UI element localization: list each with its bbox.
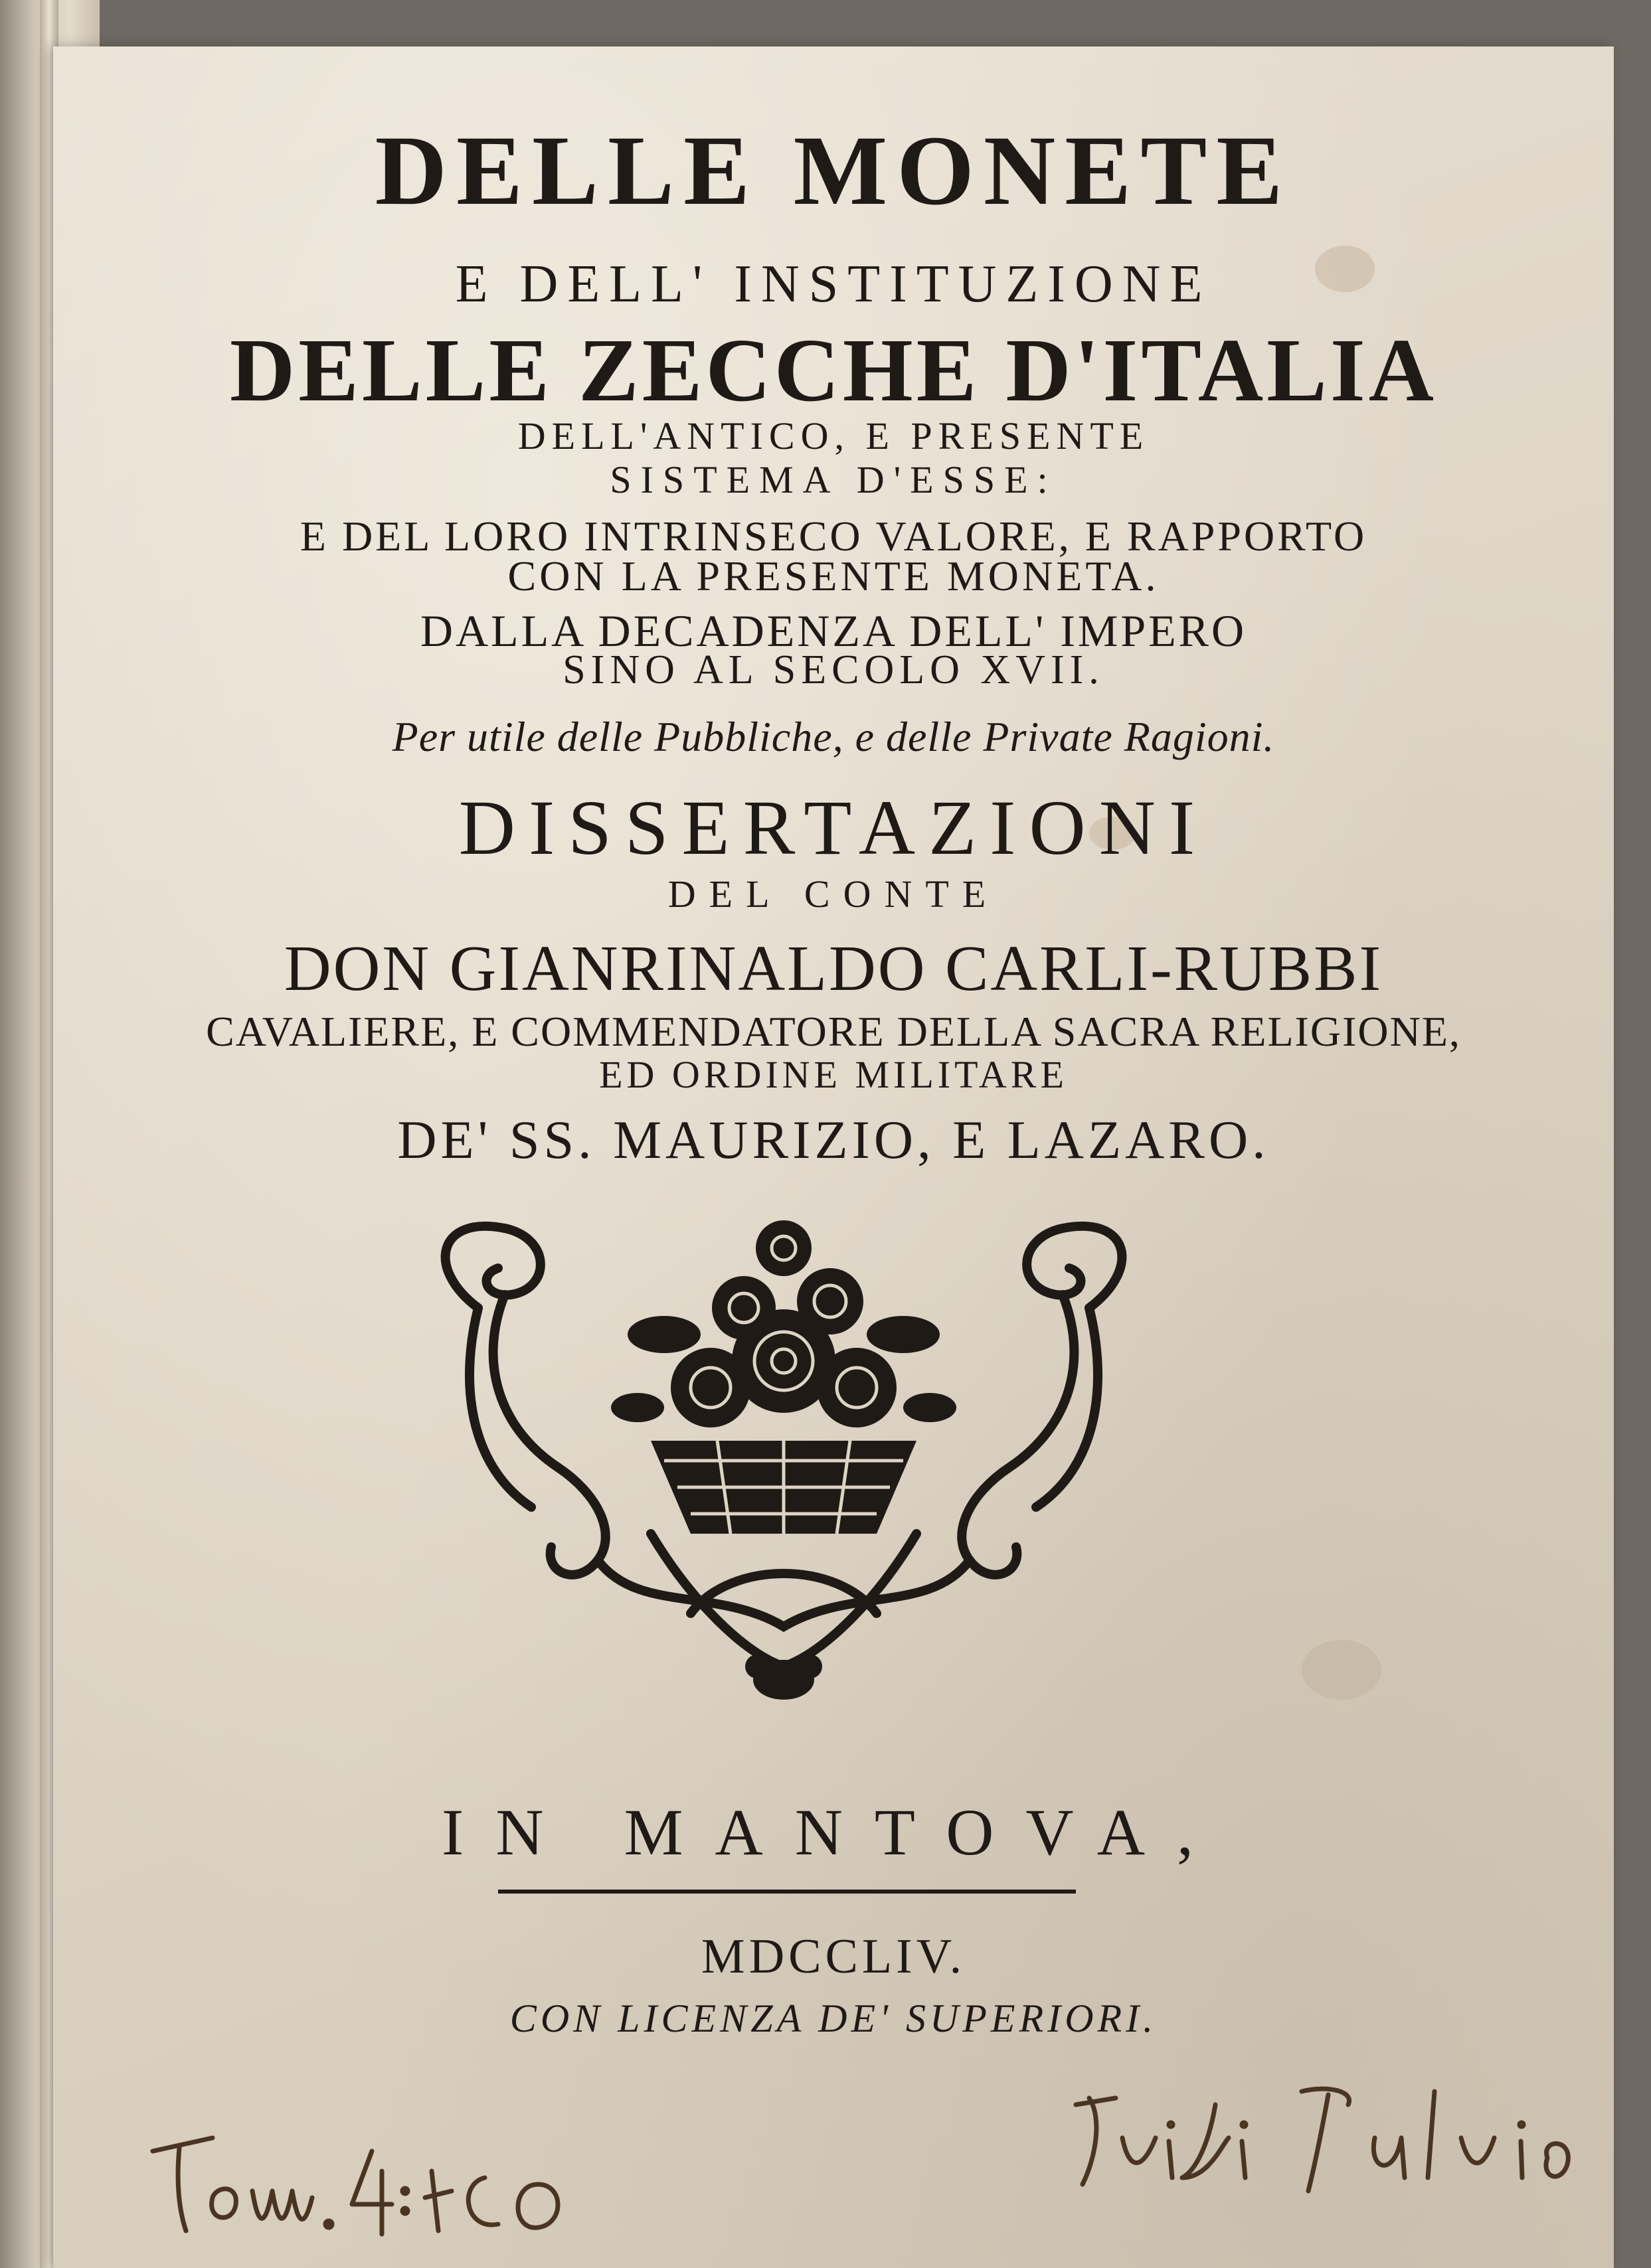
subtitle-line-3: E DEL LORO INTRINSECO VALORE, E RAPPORTO xyxy=(300,513,1367,560)
title-page xyxy=(53,46,1614,2268)
title-line-1: DELLE MONETE xyxy=(375,116,1292,226)
subtitle-line-4: CON LA PRESENTE MONETA. xyxy=(507,552,1160,600)
floral-basket-ornament-icon xyxy=(398,1188,1169,1706)
subtitle-line-1: DELL'ANTICO, E PRESENTE xyxy=(517,414,1150,457)
owner-signature-handwriting xyxy=(1063,2078,1594,2198)
genre-heading: DISSERTAZIONI xyxy=(458,784,1209,871)
imprint-year: MDCCLIV. xyxy=(701,1929,966,1984)
shelfmark-handwriting xyxy=(139,2125,591,2244)
purpose-line: Per utile delle Pubbliche, e delle Private Ragioni. xyxy=(392,713,1275,760)
imprint-rule xyxy=(498,1890,1076,1894)
title-line-3: DELLE ZECCHE D'ITALIA xyxy=(229,321,1437,420)
imprint-license: CON LICENZA DE' SUPERIORI. xyxy=(509,1996,1158,2040)
title-line-2: E DELL' INSTITUZIONE xyxy=(455,255,1212,313)
author-title-line-2: ED ORDINE MILITARE xyxy=(599,1053,1068,1096)
author-intro: DEL CONTE xyxy=(667,872,999,916)
foxing-stain xyxy=(1302,1640,1381,1700)
imprint-place: IN MANTOVA, xyxy=(442,1795,1225,1869)
author-name: DON GIANRINALDO CARLI-RUBBI xyxy=(284,933,1383,1005)
author-title-line-3: DE' SS. MAURIZIO, E LAZARO. xyxy=(397,1109,1270,1170)
subtitle-line-2: SISTEMA D'ESSE: xyxy=(610,458,1057,501)
subtitle-line-5: DALLA DECADENZA DELL' IMPERO xyxy=(420,606,1247,656)
author-title-line-1: CAVALIERE, E COMMENDATORE DELLA SACRA RELIGIONE, xyxy=(206,1008,1461,1055)
subtitle-line-6: SINO AL SECOLO XVII. xyxy=(563,647,1104,692)
